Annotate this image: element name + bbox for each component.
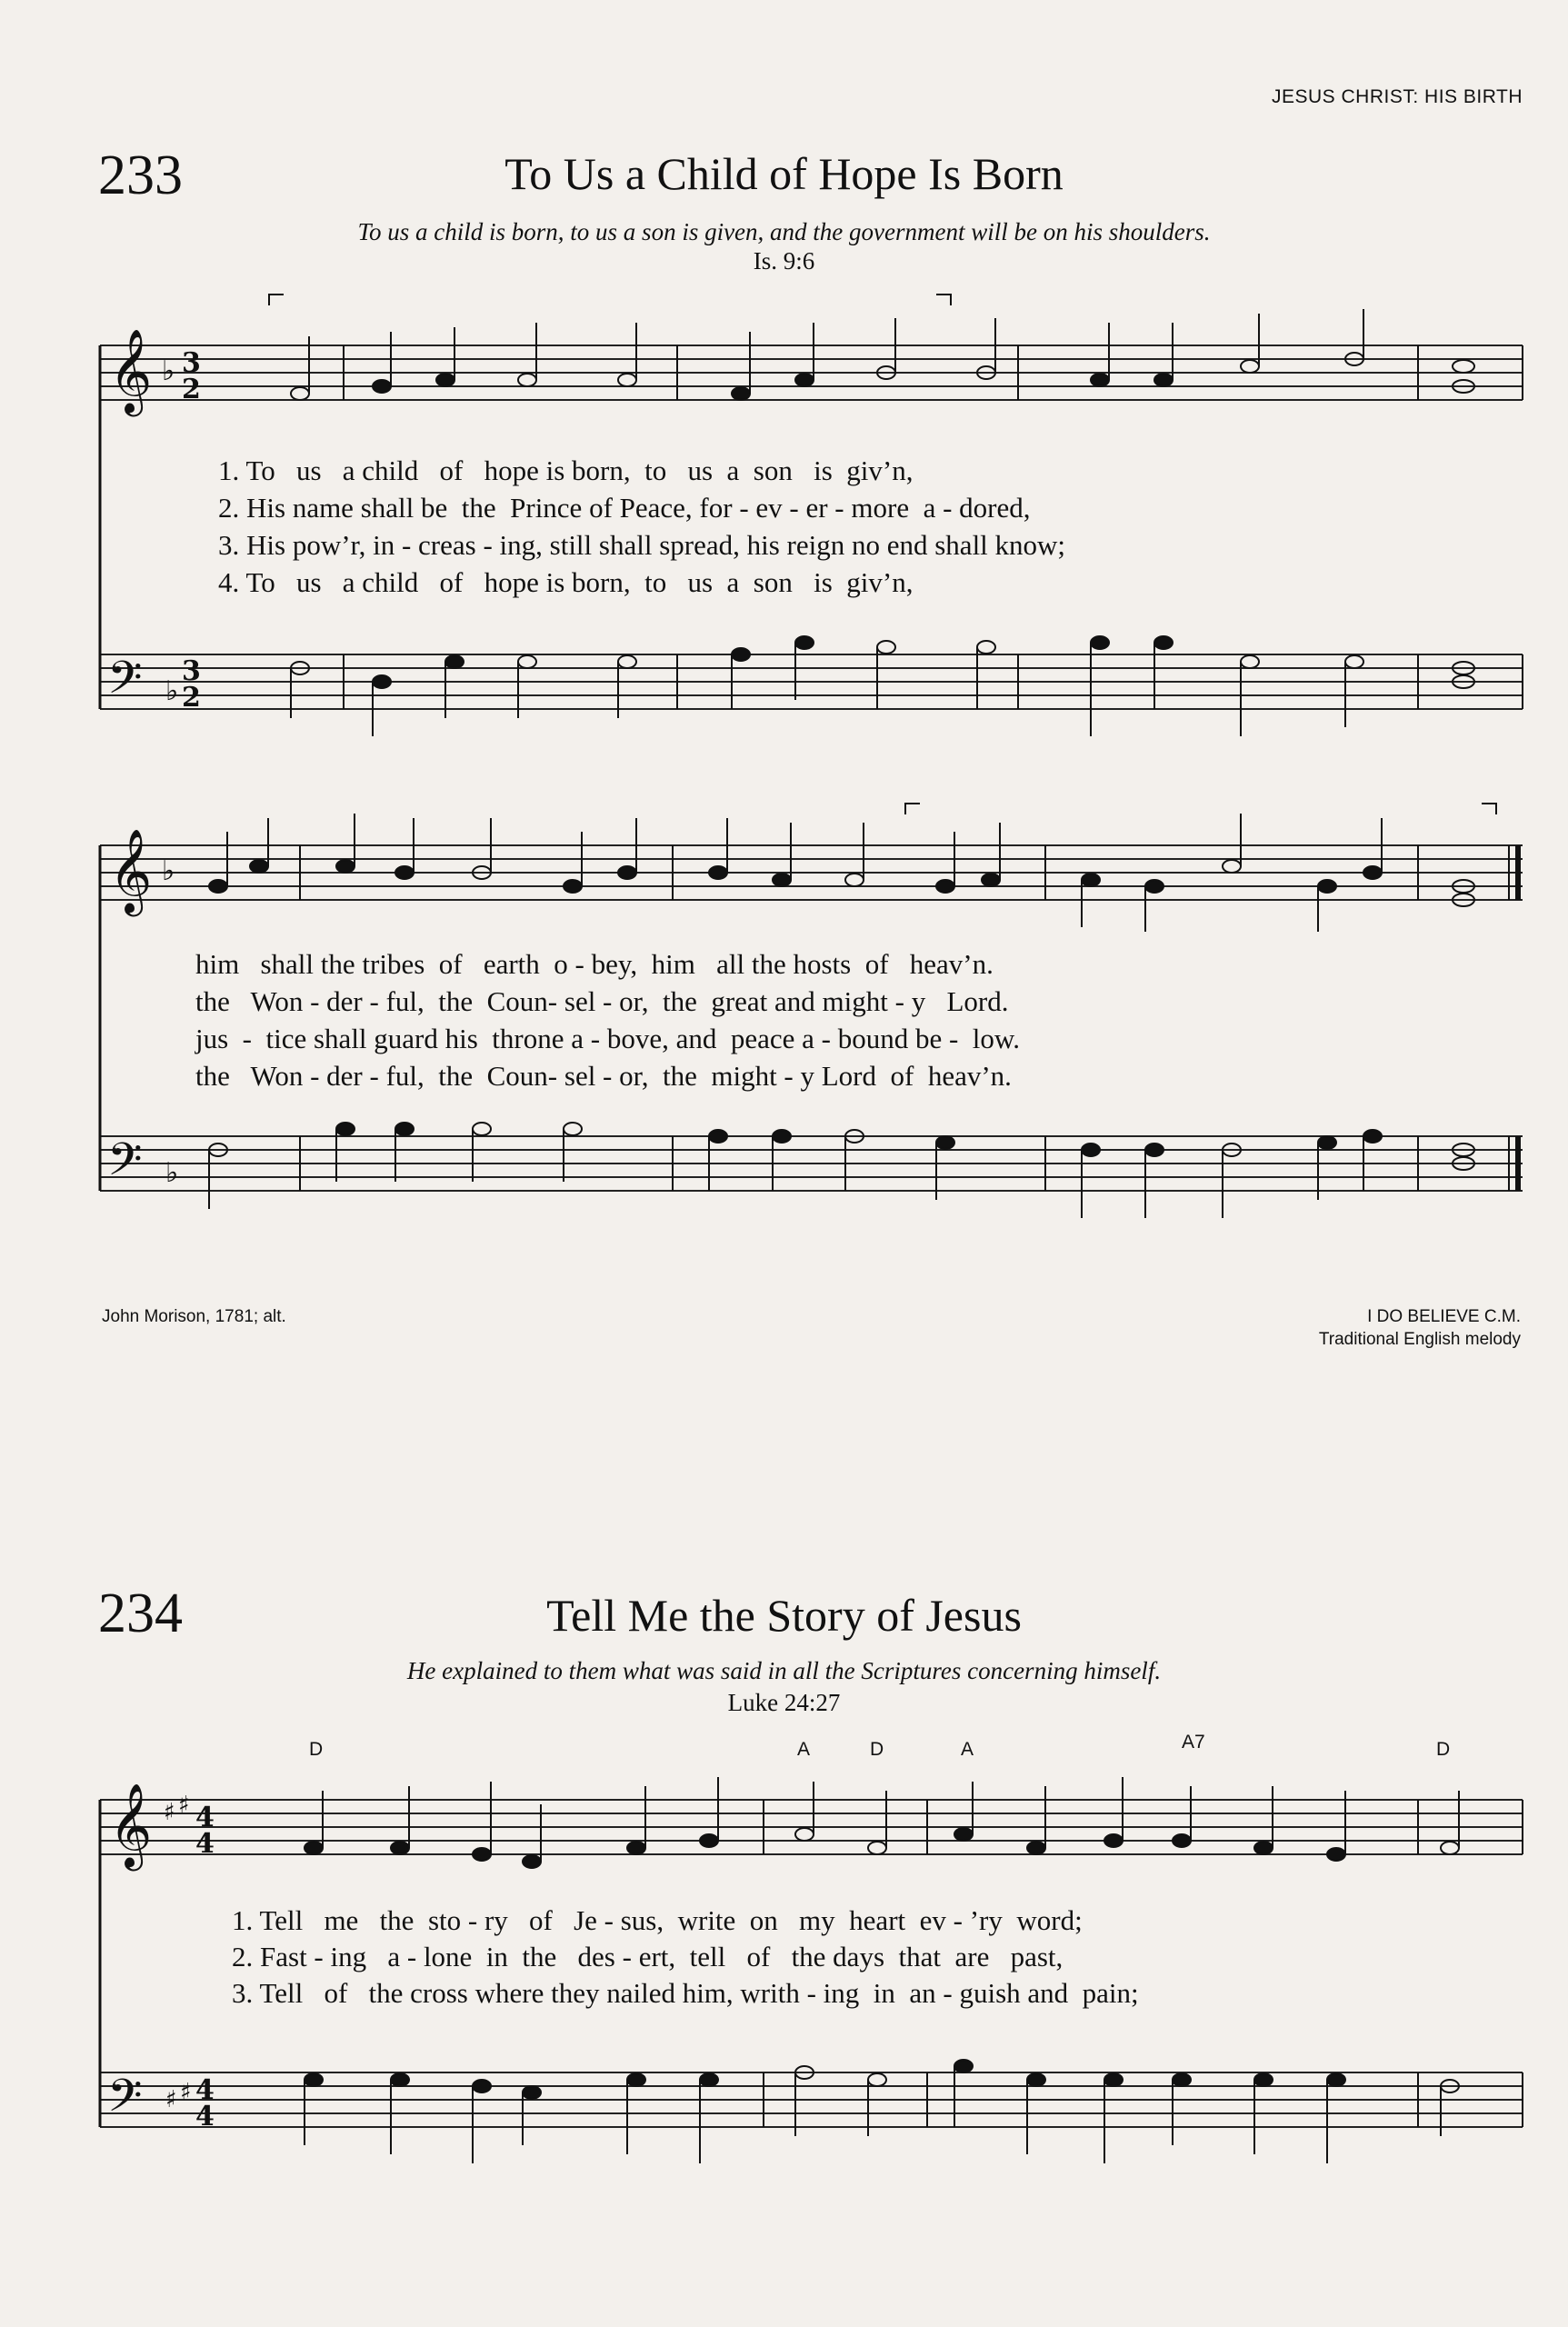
chord-symbol: A7: [1182, 1732, 1205, 1753]
svg-text:4: 4: [195, 1828, 215, 1860]
tune-credit: Traditional English melody: [1318, 1330, 1521, 1349]
svg-text:♯: ♯: [165, 2086, 177, 2113]
chord-symbol: D: [309, 1739, 324, 1760]
hymn-title: Tell Me the Story of Jesus: [546, 1590, 1022, 1641]
svg-text:2: 2: [182, 682, 201, 714]
svg-text:4: 4: [195, 2101, 215, 2132]
lyric-line-verse-4-cont: the Won - der - ful, the Coun- sel - or, the might - y Lord of heav’n.: [195, 1060, 1012, 1092]
svg-text:3: 3: [182, 655, 201, 687]
chord-symbol: A: [961, 1739, 974, 1760]
scripture-reference: Is. 9:6: [753, 247, 815, 275]
chord-symbol: D: [870, 1739, 884, 1760]
svg-text:𝄞: 𝄞: [109, 1783, 153, 1867]
svg-text:𝄢: 𝄢: [107, 1134, 143, 1197]
text-credit: John Morison, 1781; alt.: [102, 1307, 286, 1326]
epigraph: He explained to them what was said in all the Scriptures concerning himself.: [406, 1657, 1162, 1684]
hymn-number: 234: [98, 1583, 183, 1644]
svg-text:𝄢: 𝄢: [107, 652, 143, 715]
lyric-line-verse-1: 1. Tell me the sto - ry of Je - sus, write on my heart ev - ’ry word;: [232, 1904, 1083, 1936]
svg-text:♭: ♭: [162, 855, 175, 887]
lyric-line-verse-3: 3. His pow’r, in - creas - ing, still shall spread, his reign no end shall know;: [218, 529, 1066, 561]
svg-text:4: 4: [195, 2074, 215, 2106]
svg-text:𝄞: 𝄞: [109, 828, 153, 913]
svg-text:♭: ♭: [165, 1157, 179, 1189]
svg-text:♭: ♭: [162, 355, 175, 387]
hymn-number: 233: [98, 145, 183, 206]
svg-text:♯: ♯: [180, 2079, 192, 2106]
lyric-line-verse-3: 3. Tell of the cross where they nailed him, writh - ing in an - guish and pain;: [232, 1977, 1139, 2009]
svg-text:♯: ♯: [164, 1799, 175, 1826]
svg-text:4: 4: [195, 1802, 215, 1833]
lyric-line-verse-1-cont: him shall the tribes of earth o - bey, him all the hosts of heav’n.: [195, 948, 994, 980]
scripture-reference: Luke 24:27: [727, 1689, 841, 1716]
chord-symbol: D: [1436, 1739, 1451, 1760]
svg-text:𝄞: 𝄞: [109, 328, 153, 413]
chord-symbol: A: [797, 1739, 811, 1760]
lyric-line-verse-4: 4. To us a child of hope is born, to us a son is giv’n,: [218, 566, 914, 598]
svg-text:3: 3: [182, 347, 201, 379]
svg-text:𝄢: 𝄢: [107, 2070, 143, 2133]
svg-text:♭: ♭: [165, 675, 179, 707]
svg-text:2: 2: [182, 374, 201, 405]
music-system-2: [0, 782, 1568, 1254]
lyric-line-verse-2-cont: the Won - der - ful, the Coun- sel - or, the great and might - y Lord.: [195, 985, 1009, 1017]
hymn-title: To Us a Child of Hope Is Born: [504, 148, 1064, 199]
lyric-line-verse-2: 2. Fast - ing a - lone in the des - ert, tell of the days that are past,: [232, 1941, 1064, 1972]
lyric-line-verse-3-cont: jus - tice shall guard his throne a - bove, and peace a - bound be - low.: [195, 1023, 1021, 1054]
lyric-line-verse-1: 1. To us a child of hope is born, to us a son is giv’n,: [218, 454, 914, 486]
tune-name: I DO BELIEVE C.M.: [1367, 1307, 1521, 1326]
epigraph: To us a child is born, to us a son is given, and the government will be on his shoulders.: [357, 218, 1211, 245]
section-label: JESUS CHRIST: HIS BIRTH: [1272, 86, 1523, 107]
svg-text:♯: ♯: [178, 1792, 190, 1819]
lyric-line-verse-2: 2. His name shall be the Prince of Peace, for - ev - er - more a - dored,: [218, 492, 1031, 524]
